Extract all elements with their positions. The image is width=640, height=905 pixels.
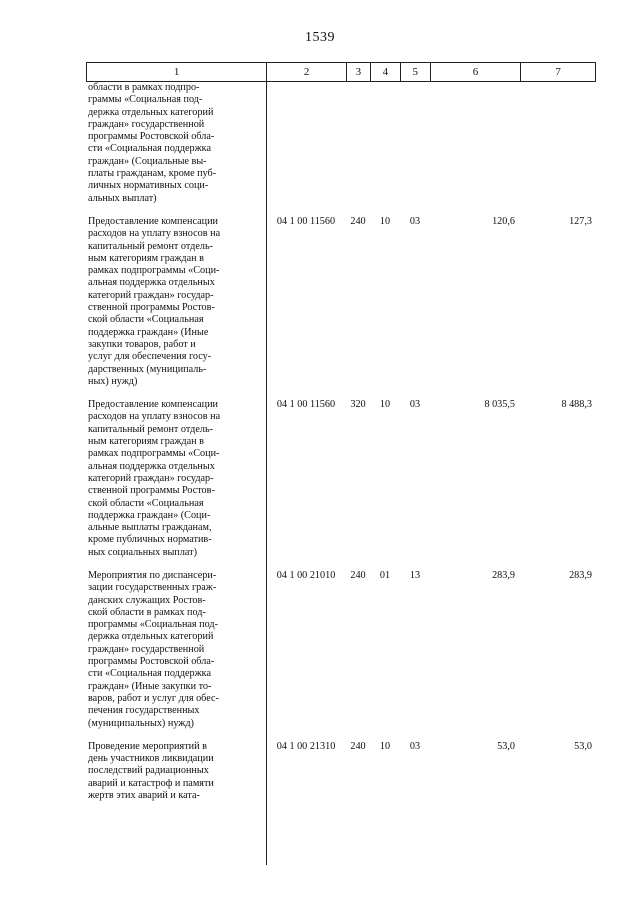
text-line: личных нормативных соци- bbox=[88, 180, 209, 192]
section: 10 bbox=[379, 399, 391, 411]
text-line: рамках подпрограммы «Соци- bbox=[88, 448, 220, 460]
amount-year-2: 53,0 bbox=[574, 740, 592, 752]
text-line: граждан» (Социальные вы- bbox=[88, 155, 207, 167]
page-number: 1539 bbox=[305, 30, 335, 45]
text-line: рамках подпрограммы «Соци- bbox=[88, 265, 220, 277]
text-line: аварий и катастроф и памяти bbox=[88, 777, 214, 789]
text-line: закупки товаров, работ и bbox=[88, 338, 196, 350]
column-header-6: 6 bbox=[430, 63, 521, 81]
text-line: печения государственных bbox=[88, 705, 200, 717]
row-description bbox=[86, 216, 266, 388]
target-article-code: 04 1 00 11560 bbox=[276, 215, 336, 227]
text-line: зации государственных граж- bbox=[88, 582, 217, 594]
section: 10 bbox=[379, 740, 391, 752]
table-row bbox=[86, 570, 596, 730]
column-header-2: 2 bbox=[266, 63, 346, 81]
table-body bbox=[86, 82, 596, 802]
expense-type: 240 bbox=[350, 215, 366, 227]
text-line: программы Ростовской обла- bbox=[88, 131, 215, 143]
column-header-4: 4 bbox=[370, 63, 400, 81]
text-line: держка отдельных категорий bbox=[88, 106, 214, 118]
table-row bbox=[86, 741, 596, 802]
text-line: день участников ликвидации bbox=[88, 753, 214, 765]
section bbox=[370, 82, 400, 205]
text-line: категорий граждан» государ- bbox=[88, 472, 214, 484]
amount-year-2: 8 488,3 bbox=[561, 399, 592, 411]
text-line: данских служащих Ростов- bbox=[88, 594, 206, 606]
text-line: варов, работ и услуг для обес- bbox=[88, 692, 219, 704]
section: 10 bbox=[379, 215, 391, 227]
text-line: ской области «Социальная bbox=[88, 497, 204, 509]
table-row bbox=[86, 82, 596, 205]
text-line: граммы «Социальная под- bbox=[88, 94, 203, 106]
section: 01 bbox=[379, 569, 391, 581]
text-line: альная поддержка отдельных bbox=[88, 460, 215, 472]
target-article-code: 04 1 00 21310 bbox=[276, 740, 336, 752]
text-line: дарственных (муниципаль- bbox=[88, 363, 207, 375]
text-line: услуг для обеспечения госу- bbox=[88, 351, 212, 363]
text-line: (муниципальных) нужд) bbox=[88, 717, 194, 729]
text-line: альных выплат) bbox=[88, 192, 157, 204]
text-line: Проведение мероприятий в bbox=[88, 740, 207, 752]
table-header bbox=[86, 62, 596, 82]
text-line: граждан» государственной bbox=[88, 643, 205, 655]
text-line: ственной программы Ростов- bbox=[88, 302, 215, 314]
text-line: Предоставление компенсации bbox=[88, 215, 218, 227]
amount-year-2: 283,9 bbox=[569, 569, 592, 581]
amount-year-1 bbox=[430, 82, 521, 205]
target-article-code: 04 1 00 21010 bbox=[276, 569, 336, 581]
row-description bbox=[86, 741, 266, 802]
subsection: 03 bbox=[409, 399, 421, 411]
text-line: расходов на уплату взносов на bbox=[88, 228, 221, 240]
text-line: поддержка граждан» (Соци- bbox=[88, 509, 211, 521]
row-description bbox=[86, 399, 266, 559]
text-line: ственной программы Ростов- bbox=[88, 485, 215, 497]
amount-year-1: 53,0 bbox=[497, 740, 515, 752]
text-line: жертв этих аварий и ката- bbox=[88, 790, 200, 802]
subsection bbox=[400, 82, 430, 205]
amount-year-1: 283,9 bbox=[492, 569, 515, 581]
amount-year-2: 127,3 bbox=[569, 215, 592, 227]
text-line: ской области «Социальная bbox=[88, 314, 204, 326]
text-line: программы Ростовской обла- bbox=[88, 656, 215, 668]
column-divider bbox=[266, 82, 267, 865]
target-article-code bbox=[266, 82, 346, 205]
text-line: ных социальных выплат) bbox=[88, 546, 198, 558]
text-line: поддержка граждан» (Иные bbox=[88, 326, 209, 338]
text-line: держка отдельных категорий bbox=[88, 631, 214, 643]
text-line: ных) нужд) bbox=[88, 375, 138, 387]
subsection: 03 bbox=[409, 740, 421, 752]
text-line: сти «Социальная поддержка bbox=[88, 143, 211, 155]
subsection: 13 bbox=[409, 569, 421, 581]
text-line: ным категориям граждан в bbox=[88, 436, 204, 448]
amount-year-2 bbox=[521, 82, 596, 205]
column-header-7: 7 bbox=[520, 63, 595, 81]
text-line: сти «Социальная поддержка bbox=[88, 668, 211, 680]
text-line: граждан» (Иные закупки то- bbox=[88, 680, 212, 692]
expense-type bbox=[346, 82, 370, 205]
table-row bbox=[86, 399, 596, 559]
text-line: кроме публичных норматив- bbox=[88, 534, 212, 546]
text-line: платы гражданам, кроме пуб- bbox=[88, 168, 217, 180]
expense-type: 320 bbox=[350, 399, 366, 411]
text-line: капитальный ремонт отдель- bbox=[88, 423, 214, 435]
text-line: Предоставление компенсации bbox=[88, 399, 218, 411]
column-header-5: 5 bbox=[400, 63, 430, 81]
text-line: альные выплаты гражданам, bbox=[88, 522, 212, 534]
text-line: капитальный ремонт отдель- bbox=[88, 240, 214, 252]
text-line: области в рамках подпро- bbox=[88, 82, 200, 93]
target-article-code: 04 1 00 11560 bbox=[276, 399, 336, 411]
amount-year-1: 8 035,5 bbox=[484, 399, 515, 411]
text-line: ным категориям граждан в bbox=[88, 252, 204, 264]
expense-type: 240 bbox=[350, 569, 366, 581]
text-line: граждан» государственной bbox=[88, 118, 205, 130]
text-line: расходов на уплату взносов на bbox=[88, 411, 221, 423]
amount-year-1: 120,6 bbox=[492, 215, 515, 227]
expense-type: 240 bbox=[350, 740, 366, 752]
column-header-1: 1 bbox=[173, 66, 180, 78]
text-line: программы «Социальная под- bbox=[88, 619, 218, 631]
subsection: 03 bbox=[409, 215, 421, 227]
text-line: альная поддержка отдельных bbox=[88, 277, 215, 289]
text-line: ской области в рамках под- bbox=[88, 606, 206, 618]
text-line: Мероприятия по диспансери- bbox=[88, 569, 217, 581]
row-description bbox=[86, 570, 266, 730]
budget-table bbox=[86, 62, 596, 802]
text-line: категорий граждан» государ- bbox=[88, 289, 214, 301]
text-line: последствий радиационных bbox=[88, 765, 209, 777]
column-header-3: 3 bbox=[346, 63, 370, 81]
row-description bbox=[86, 82, 266, 205]
table-row bbox=[86, 216, 596, 388]
